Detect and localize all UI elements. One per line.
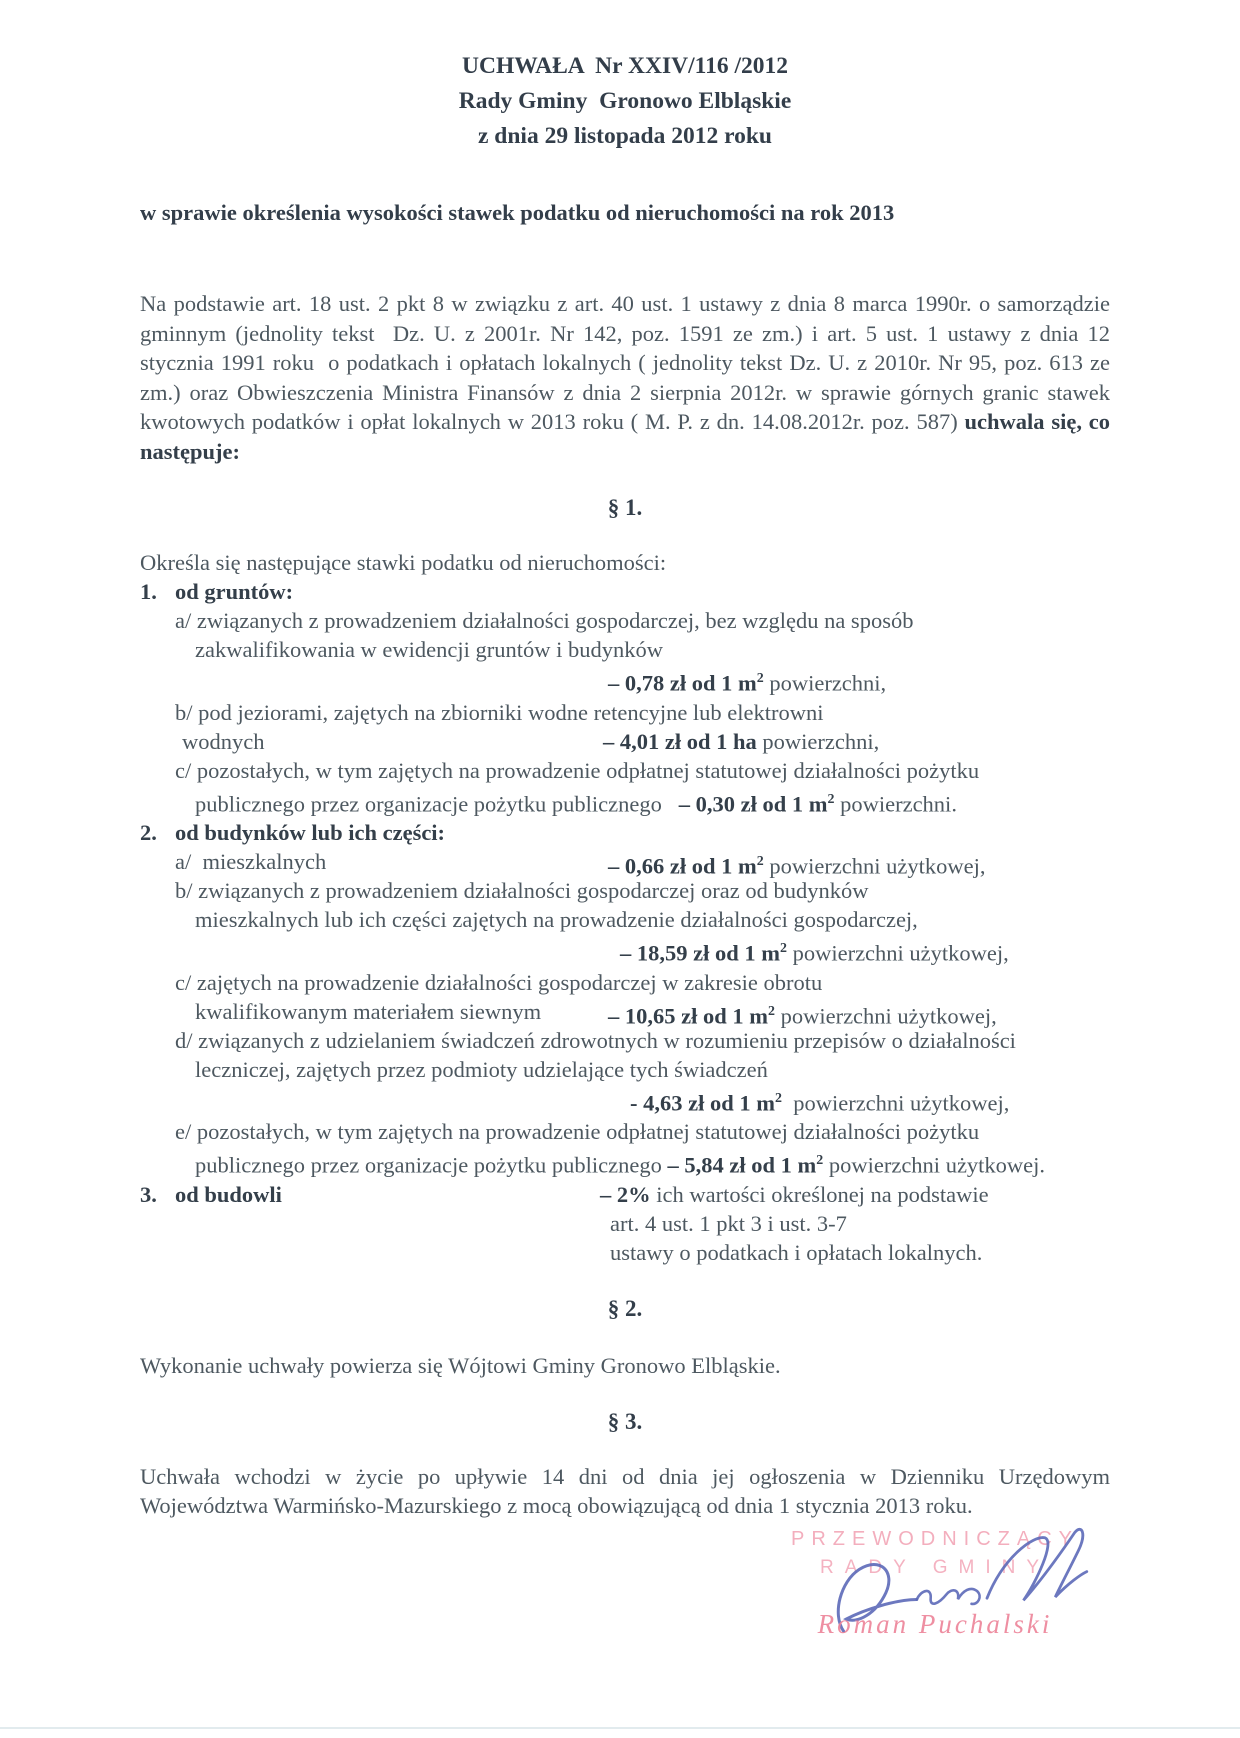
section-2-mark: § 2. <box>607 1295 643 1321</box>
item2-b-line2: mieszkalnych lub ich części zajętych na prowadzenie działalności gospodarczej, <box>195 907 918 932</box>
item1-c-rate: publicznego przez organizacje pożytku publicznego – 0,30 zł od 1 $m^2$ powierzchni. <box>195 791 957 816</box>
item1-a-rate: – 0,78 zł od 1 $m^2$ powierzchni, <box>608 670 887 696</box>
document-content <box>0 49 1240 1521</box>
section-3-mark: § 3. <box>607 1408 643 1434</box>
item1-b-rate: wodnych – 4,01 zł od 1 ha powierzchni, <box>182 728 880 754</box>
document-title-block <box>140 49 1110 154</box>
resolution-number: UCHWAŁA Nr XXIV/116 /2012 <box>462 53 788 79</box>
item2-e-rate: publicznego przez organizacje pożytku publicznego – 5,84 zł od 1 $m^2$ powierzchni użytkowej. <box>195 1152 1046 1178</box>
item2-d-rate: - 4,63 zł od 1 $m^2$ powierzchni użytkowej, <box>630 1090 1010 1115</box>
section-1-mark: § 1. <box>607 495 643 520</box>
item2-e-line1: e/ pozostałych, w tym zajętych na prowadzenie odpłatnej statutowej działalności pożytku <box>175 1119 980 1144</box>
item2-b-line1: b/ związanych z prowadzeniem działalności gospodarczej oraz od budynków <box>175 878 869 903</box>
signer-name: Roman Puchalski <box>817 1609 1053 1639</box>
preamble <box>140 289 1116 466</box>
subject-line: w sprawie określenia wysokości stawek podatku od nieruchomości na rok 2013 <box>140 200 895 225</box>
item2-a-rate: a/ mieszkalnych – 0,66 zł od 1 $m^2$ powierzchni użytkowej, <box>175 849 986 879</box>
section-3-body: Uchwała wchodzi w życie po upływie 14 dni od dnia jej ogłoszenia w Dzienniku Urzędowym Województwa Warmińsko-Mazurskiego z mocą obowiązującą od dnia 1 stycznia 2013 roku. <box>140 1463 1116 1518</box>
section-1-intro: Określa się następujące stawki podatku od nieruchomości: <box>140 550 667 575</box>
preamble-text: Na podstawie art. 18 ust. 2 pkt 8 w związku z art. 40 ust. 1 ustawy z dnia 8 marca 1990r. o samorządzie gminnym (jednolity tekst Dz. U. z 2001r. Nr 142, poz. 1591 ze zm.) i art. 5 ust. 1 ustawy z dnia 12 stycznia 1991 roku o podatkach i opłatach lokalnych ( jednolity tekst Dz. U. z 2010r. Nr 95, poz. 613 ze zm.) oraz Obwieszczenia Ministra Finansów z dnia 2 sierpnia 2012r. w sprawie górnych granic stawek kwotowych podatków i opłat lokalnych w 2013 roku ( M. P. z dn. 14.08.2012r. poz. 587) <box>140 291 1116 434</box>
list-item-3-head: 3. od budowli – 2% ich wartości określonej na podstawie <box>140 1181 989 1207</box>
tax-rate-list <box>140 577 1110 1267</box>
resolution-date: z dnia 29 listopada 2012 roku <box>477 123 773 149</box>
item3-cont1: art. 4 ust. 1 pkt 3 i ust. 3-7 <box>610 1210 847 1236</box>
council-name: Rady Gminy Gronowo Elbląskie <box>458 88 792 114</box>
item1-a-line2: zakwalifikowania w ewidencji gruntów i budynków <box>195 637 664 662</box>
item1-a-line1: a/ związanych z prowadzeniem działalności gospodarczej, bez względu na sposób <box>175 608 914 633</box>
page-bottom-scan-line <box>0 1727 1240 1729</box>
stamp-title-line2: RADY GMINY <box>819 1557 1050 1578</box>
item1-c-line1: c/ pozostałych, w tym zajętych na prowadzenie odpłatnej statutowej działalności pożytku <box>175 757 980 783</box>
stamp-title-line1: PRZEWODNICZĄCY <box>791 1528 1079 1550</box>
list-item-2-head: 2. od budynków lub ich części: <box>140 820 446 845</box>
item3-cont2: ustawy o podatkach i opłatach lokalnych. <box>610 1239 983 1265</box>
item2-d-line2: leczniczej, zajętych przez podmioty udzielające tych świadczeń <box>195 1056 768 1082</box>
item2-c-line1: c/ zajętych na prowadzenie działalności gospodarczej w zakresie obrotu <box>175 969 823 995</box>
item1-b-line1: b/ pod jeziorami, zajętych na zbiorniki wodne retencyjne lub elektrowni <box>175 699 824 725</box>
item2-c-rate: kwalifikowanym materiałem siewnym – 10,65 zł od 1 $m^2$ powierzchni użytkowej, <box>195 998 997 1028</box>
preamble-enacting-phrase: uchwala się, co następuje: <box>140 409 1116 464</box>
item2-b-rate: – 18,59 zł od 1 $m^2$ powierzchni użytkowej, <box>620 940 1009 966</box>
section-2-body: Wykonanie uchwały powierza się Wójtowi Gminy Gronowo Elbląskie. <box>140 1352 781 1378</box>
signature-block <box>758 1528 1112 1640</box>
item2-d-line1: d/ związanych z udzielaniem świadczeń zdrowotnych w rozumieniu przepisów o działalności <box>175 1027 1016 1053</box>
list-item-1-head: 1. od gruntów: <box>140 579 294 604</box>
